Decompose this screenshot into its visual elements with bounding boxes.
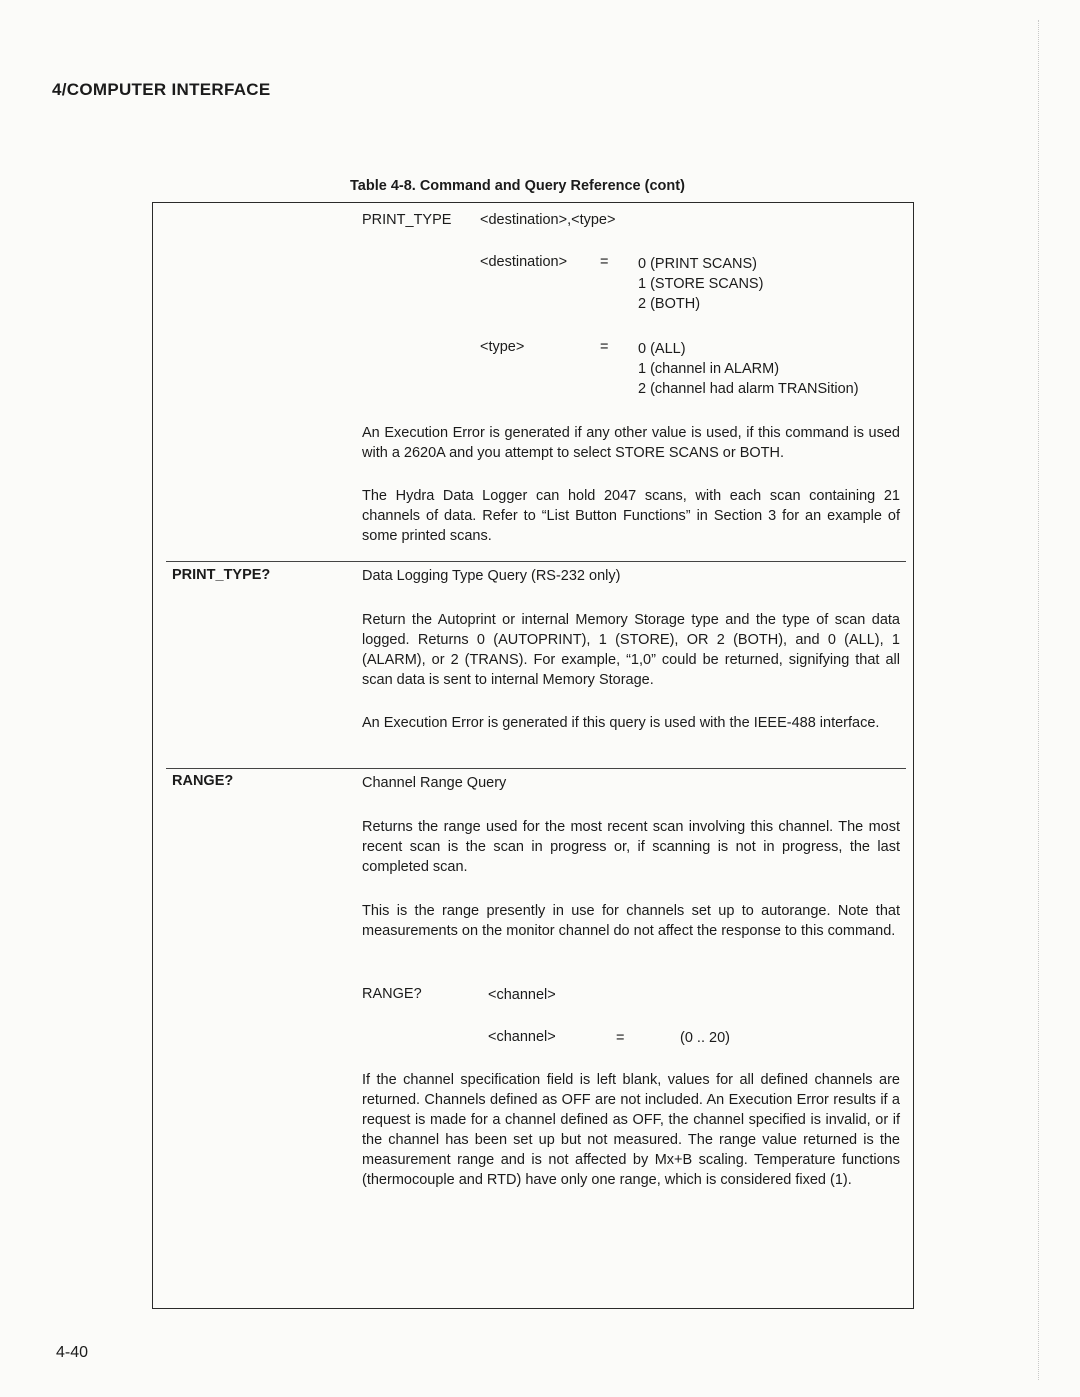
destination-value-list — [638, 254, 763, 314]
print-type-query-paragraph: Return the Autoprint or internal Memory Storage type and the type of scan data logged. Returns 0 (AUTOPRINT), 1 (STORE), OR 2 (BOTH), and 0 (ALL), 1 (ALARM), or 2 (TRANS). For example, “1,0” could be returned, signifying that all scan data is sent to internal Memory Storage. — [362, 612, 900, 688]
channel-range-value: (0 .. 20) — [680, 1030, 730, 1046]
channel-param: <channel> — [488, 1029, 556, 1045]
range-query-command: RANGE? — [172, 773, 234, 789]
section-title: 4/COMPUTER INTERFACE — [52, 80, 271, 99]
print-type-query-title: Data Logging Type Query (RS-232 only) — [362, 568, 621, 584]
type-value: 0 (ALL) — [638, 341, 686, 357]
destination-equals: = — [600, 254, 609, 270]
type-value: 2 (channel had alarm TRANSition) — [638, 381, 859, 397]
range-query-paragraph: Returns the range used for the most recent scan involving this channel. The most recent scan is the scan in progress or, if scanning is not in progress, the last completed scan. — [362, 819, 900, 875]
range-query-paragraph: This is the range presently in use for channels set up to autorange. Note that measurements on the monitor channel do not affect the response to this command. — [362, 903, 900, 939]
row-divider — [166, 768, 906, 769]
destination-value: 0 (PRINT SCANS) — [638, 256, 757, 272]
print-type-query-command: PRINT_TYPE? — [172, 567, 271, 583]
destination-value: 1 (STORE SCANS) — [638, 276, 764, 292]
type-param: <type> — [480, 339, 525, 355]
table-caption: Table 4-8. Command and Query Reference (cont) — [350, 178, 685, 194]
range-syntax-name: RANGE? — [362, 986, 422, 1002]
print-type-syntax-args: <destination>,<type> — [480, 212, 616, 228]
print-type-paragraph: An Execution Error is generated if any other value is used, if this command is used with a 2620A and you attempt to select STORE SCANS or BOTH. — [362, 425, 900, 461]
range-query-title: Channel Range Query — [362, 775, 507, 791]
channel-equals: = — [616, 1030, 625, 1046]
range-syntax-args: <channel> — [488, 987, 556, 1003]
page-edge-divider — [1038, 20, 1039, 1380]
print-type-syntax-name: PRINT_TYPE — [362, 212, 452, 228]
type-equals: = — [600, 339, 609, 355]
type-value-list — [638, 339, 859, 399]
destination-value: 2 (BOTH) — [638, 296, 701, 312]
row-divider — [166, 561, 906, 562]
print-type-paragraph: The Hydra Data Logger can hold 2047 scans, with each scan containing 21 channels of data. Refer to “List Button Functions” in Section 3 for an example of some printed scans. — [362, 488, 900, 544]
destination-param: <destination> — [480, 254, 568, 270]
range-query-final-paragraph: If the channel specification field is left blank, values for all defined channels are returned. Channels defined as OFF are not included. An Execution Error results if a request is made for a channel defined as OFF, the channel specified is invalid, or if the channel has been set up but not measured. The range value returned is the measurement range and is not affected by Mx+B scaling. Temperature functions (thermocouple and RTD) have only one range, which is considered fixed (1). — [362, 1072, 900, 1188]
page-number: 4-40 — [56, 1344, 89, 1361]
print-type-query-paragraph: An Execution Error is generated if this query is used with the IEEE-488 interface. — [362, 715, 880, 731]
type-value: 1 (channel in ALARM) — [638, 361, 780, 377]
